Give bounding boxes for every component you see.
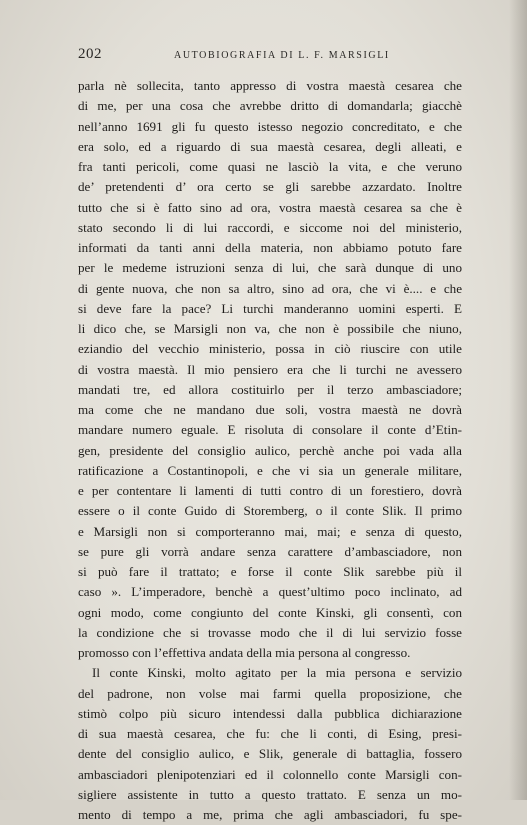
text-line: eziandio del vecchio ministerio, possa in ciò riuscire con utile: [78, 341, 462, 357]
paragraph-1: [78, 76, 462, 663]
text-line: stimò colpo più sicuro intendessi dalla pubblica dichiarazione: [78, 705, 462, 721]
text-line: ma come che ne mandano due soli, vostra maestà ne dovrà: [78, 402, 462, 417]
text-line: mento di tempo a me, prima che agli ambasciadori, fu spe-: [78, 807, 462, 822]
text-line: informati da tanti anni della materia, non abbiamo potuto fare: [78, 240, 462, 255]
text-line: di me, per una cosa che avrebbe dritto di domandarla; giacchè: [78, 98, 462, 114]
text-line: mandati tre, ed allora costituirlo per il terzo ambasciadore;: [78, 381, 462, 397]
text-line: tutto che si è fatto sino ad ora, vostra maestà cesarea sa che è: [78, 199, 462, 215]
text-line: dente del consiglio aulico, e Slik, generale di battaglia, fossero: [78, 746, 462, 762]
text-line: nell’anno 1691 gli fu questo istesso negozio concreditato, e che: [78, 118, 462, 134]
text-line: mandare numero eguale. E risoluta di consolare il conte d’Etin-: [78, 422, 462, 438]
body-text: [78, 76, 462, 825]
text-line: ogni modo, come congiunto del conte Kinski, gli consentì, con: [78, 604, 462, 620]
text-line: fra tanti pericoli, come quasi ne lasciò la vita, e che veruno: [78, 159, 462, 174]
text-line: essere o il conte Guido di Storemberg, o il conte Slik. Il primo: [78, 503, 462, 519]
text-line: si può fare il trattato; e forse il conte Slik sarebbe più il: [78, 564, 462, 579]
text-line: di vostra maestà. Il mio pensiero era che li turchi ne avessero: [78, 361, 462, 377]
running-head: AUTOBIOGRAFIA DI L. F. MARSIGLI: [174, 50, 390, 61]
text-line: e Marsigli non si comporteranno mai, mai; e senza di questo,: [78, 523, 462, 539]
text-line: ratificazione a Costantinopoli, e che vi sia un generale militare,: [78, 462, 462, 478]
text-line: caso ». L’imperadore, benchè a quest’ultimo poco inclinato, ad: [78, 584, 462, 600]
text-line: sigliere assistente in tutto a questo trattato. E senza un mo-: [78, 786, 462, 802]
text-line: promosso con l’effettiva andata della mia persona al congresso.: [78, 645, 411, 660]
text-line: la condizione che si trovasse modo che il di lui servizio fosse: [78, 624, 462, 640]
text-line: li dico che, se Marsigli non va, che non è possibile che niuno,: [78, 321, 462, 336]
text-line: del padrone, non volse mai farmi quella proposizione, che: [78, 685, 462, 701]
text-line: se pure gli vorrà andare senza carattere d’ambasciadore, non: [78, 543, 462, 559]
text-line: e per contentare li lamenti di tutti contro di un forestiero, dovrà: [78, 483, 462, 498]
page-header: [78, 46, 462, 66]
text-line: parla nè sollecita, tanto appresso di vostra maestà cesarea che: [78, 78, 462, 93]
text-line: di sua maestà cesarea, che fu: che li conti, di Esing, presi-: [78, 726, 462, 741]
text-line: di gente nuova, che non sa altro, sino ad ora, che vi è.... e che: [78, 280, 462, 296]
text-line: stato secondo li di lui raccordi, e siccome noi del ministerio,: [78, 219, 462, 235]
text-line: ambasciadori plenipotenziari ed il colonnello conte Marsigli con-: [78, 766, 462, 782]
text-line: era solo, ed a riguardo di sua maestà cesarea, degli alleati, e: [78, 138, 462, 154]
text-line: de’ pretendenti d’ ora certo se gli sarebbe azzardato. Inoltre: [78, 179, 462, 195]
text-line: Il conte Kinski, molto agitato per la mia persona e servizio: [92, 665, 462, 681]
page-number: 202: [78, 46, 102, 62]
text-line: si deve fare la pace? Li turchi manderanno uomini esperti. E: [78, 300, 462, 316]
paragraph-2: [78, 663, 462, 825]
text-line: gen, presidente del consiglio aulico, perchè anche poi vada alla: [78, 442, 462, 458]
page-edge-shadow: [509, 0, 527, 800]
text-line: per le medeme istruzioni senza di lui, che sarà dunque di uno: [78, 260, 462, 276]
